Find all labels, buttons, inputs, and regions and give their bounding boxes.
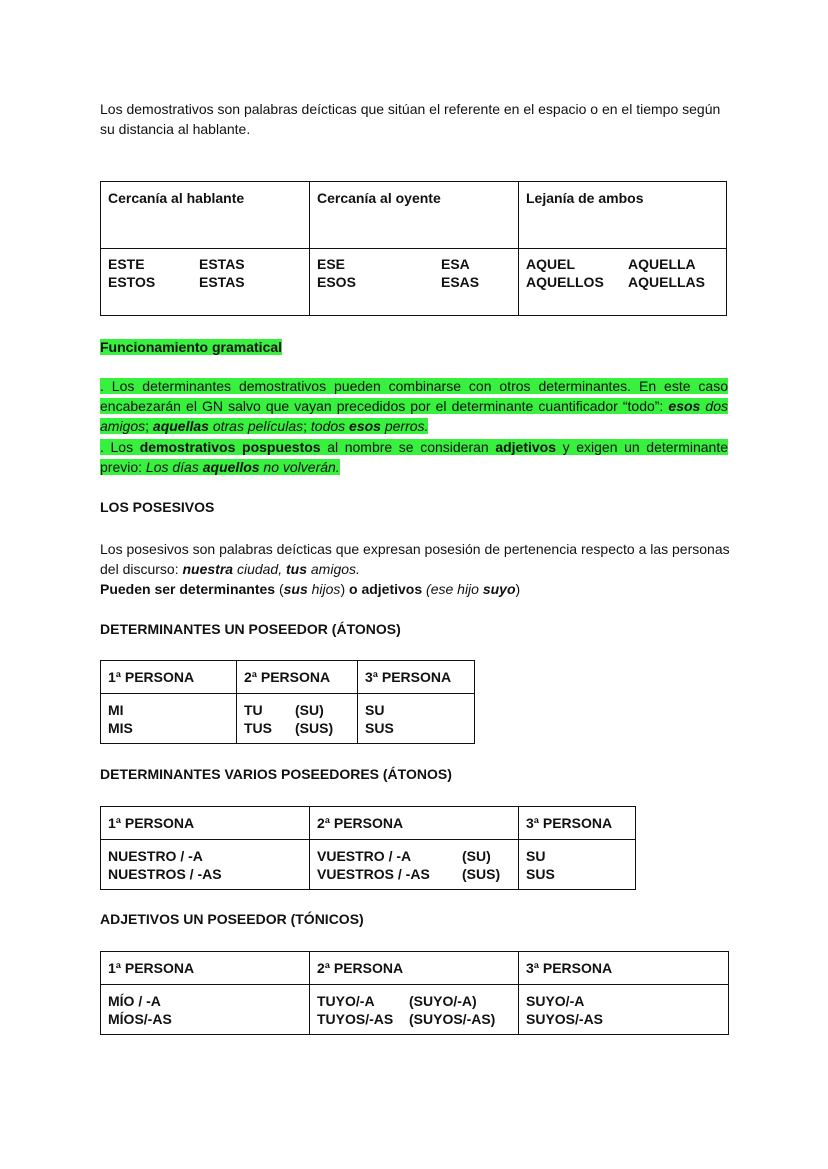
table-cell: TUYO/-A TUYOS/-AS (SUYO/-A) (SUYOS/-AS) xyxy=(310,985,519,1035)
table-cell: VUESTRO / -A VUESTROS / -AS (SU) (SUS) xyxy=(310,840,519,890)
table-header: 1ª PERSONA xyxy=(101,952,310,985)
section-title-adj-un-poseedor: ADJETIVOS UN POSEEDOR (TÓNICOS) xyxy=(100,911,364,927)
table-cell: AQUEL AQUELLOS AQUELLA AQUELLAS xyxy=(519,249,727,316)
table-cell: NUESTRO / -A NUESTROS / -AS xyxy=(101,840,310,890)
section-title-funcionamiento: Funcionamiento gramatical xyxy=(100,339,283,355)
det-varios-poseedores-table xyxy=(100,806,636,890)
section-title-posesivos: LOS POSESIVOS xyxy=(100,499,215,515)
table-header: Cercanía al oyente xyxy=(310,182,519,249)
table-cell: SUYO/-A SUYOS/-AS xyxy=(519,985,729,1035)
table-header: Lejanía de ambos xyxy=(519,182,727,249)
table-header: 3ª PERSONA xyxy=(519,952,729,985)
table-header: 3ª PERSONA xyxy=(358,661,475,694)
table-header: 1ª PERSONA xyxy=(101,661,237,694)
demonstratives-table xyxy=(100,181,727,316)
func-paragraph-1: . Los determinantes demostrativos pueden combinarse con otros determinantes. En este caso encabezarán el GN salvo que vayan precedidos por el determinante cuantificador “todo”: esos dos amigos; aquellas otras películas; todos esos perros. xyxy=(100,378,728,434)
adj-un-poseedor-table xyxy=(100,951,729,1035)
table-header: 2ª PERSONA xyxy=(310,807,519,840)
table-cell: MI MIS xyxy=(101,694,237,744)
table-cell: SU SUS xyxy=(358,694,475,744)
det-un-poseedor-table xyxy=(100,660,475,744)
table-header: 2ª PERSONA xyxy=(237,661,358,694)
func-paragraph-2: . Los demostrativos pospuestos al nombre se consideran adjetivos y exigen un determinante previo: Los días aquellos no volverán. xyxy=(100,439,729,475)
table-cell: SU SUS xyxy=(519,840,636,890)
intro-paragraph: Los demostrativos son palabras deícticas que sitúan el referente en el espacio o en el tiempo según su distancia al hablante. xyxy=(100,101,721,137)
table-cell: MÍO / -A MÍOS/-AS xyxy=(101,985,310,1035)
table-cell: TU TUS (SU) (SUS) xyxy=(237,694,358,744)
section-title-det-varios-poseedores: DETERMINANTES VARIOS POSEEDORES (ÁTONOS) xyxy=(100,766,452,782)
table-header: Cercanía al hablante xyxy=(101,182,310,249)
table-cell: ESTE ESTOS ESTAS ESTAS xyxy=(101,249,310,316)
table-header: 2ª PERSONA xyxy=(310,952,519,985)
table-cell: ESE ESOS ESA ESAS xyxy=(310,249,519,316)
table-header: 1ª PERSONA xyxy=(101,807,310,840)
section-title-det-un-poseedor: DETERMINANTES UN POSEEDOR (ÁTONOS) xyxy=(100,621,401,637)
table-header: 3ª PERSONA xyxy=(519,807,636,840)
posesivos-paragraph: Los posesivos son palabras deícticas que expresan posesión de pertenencia respecto a las personas del discurso: nuestra ciudad, tus amigos. Pueden ser determinantes (sus hijos) o adjetivos (ese hijo suyo) xyxy=(100,541,730,597)
